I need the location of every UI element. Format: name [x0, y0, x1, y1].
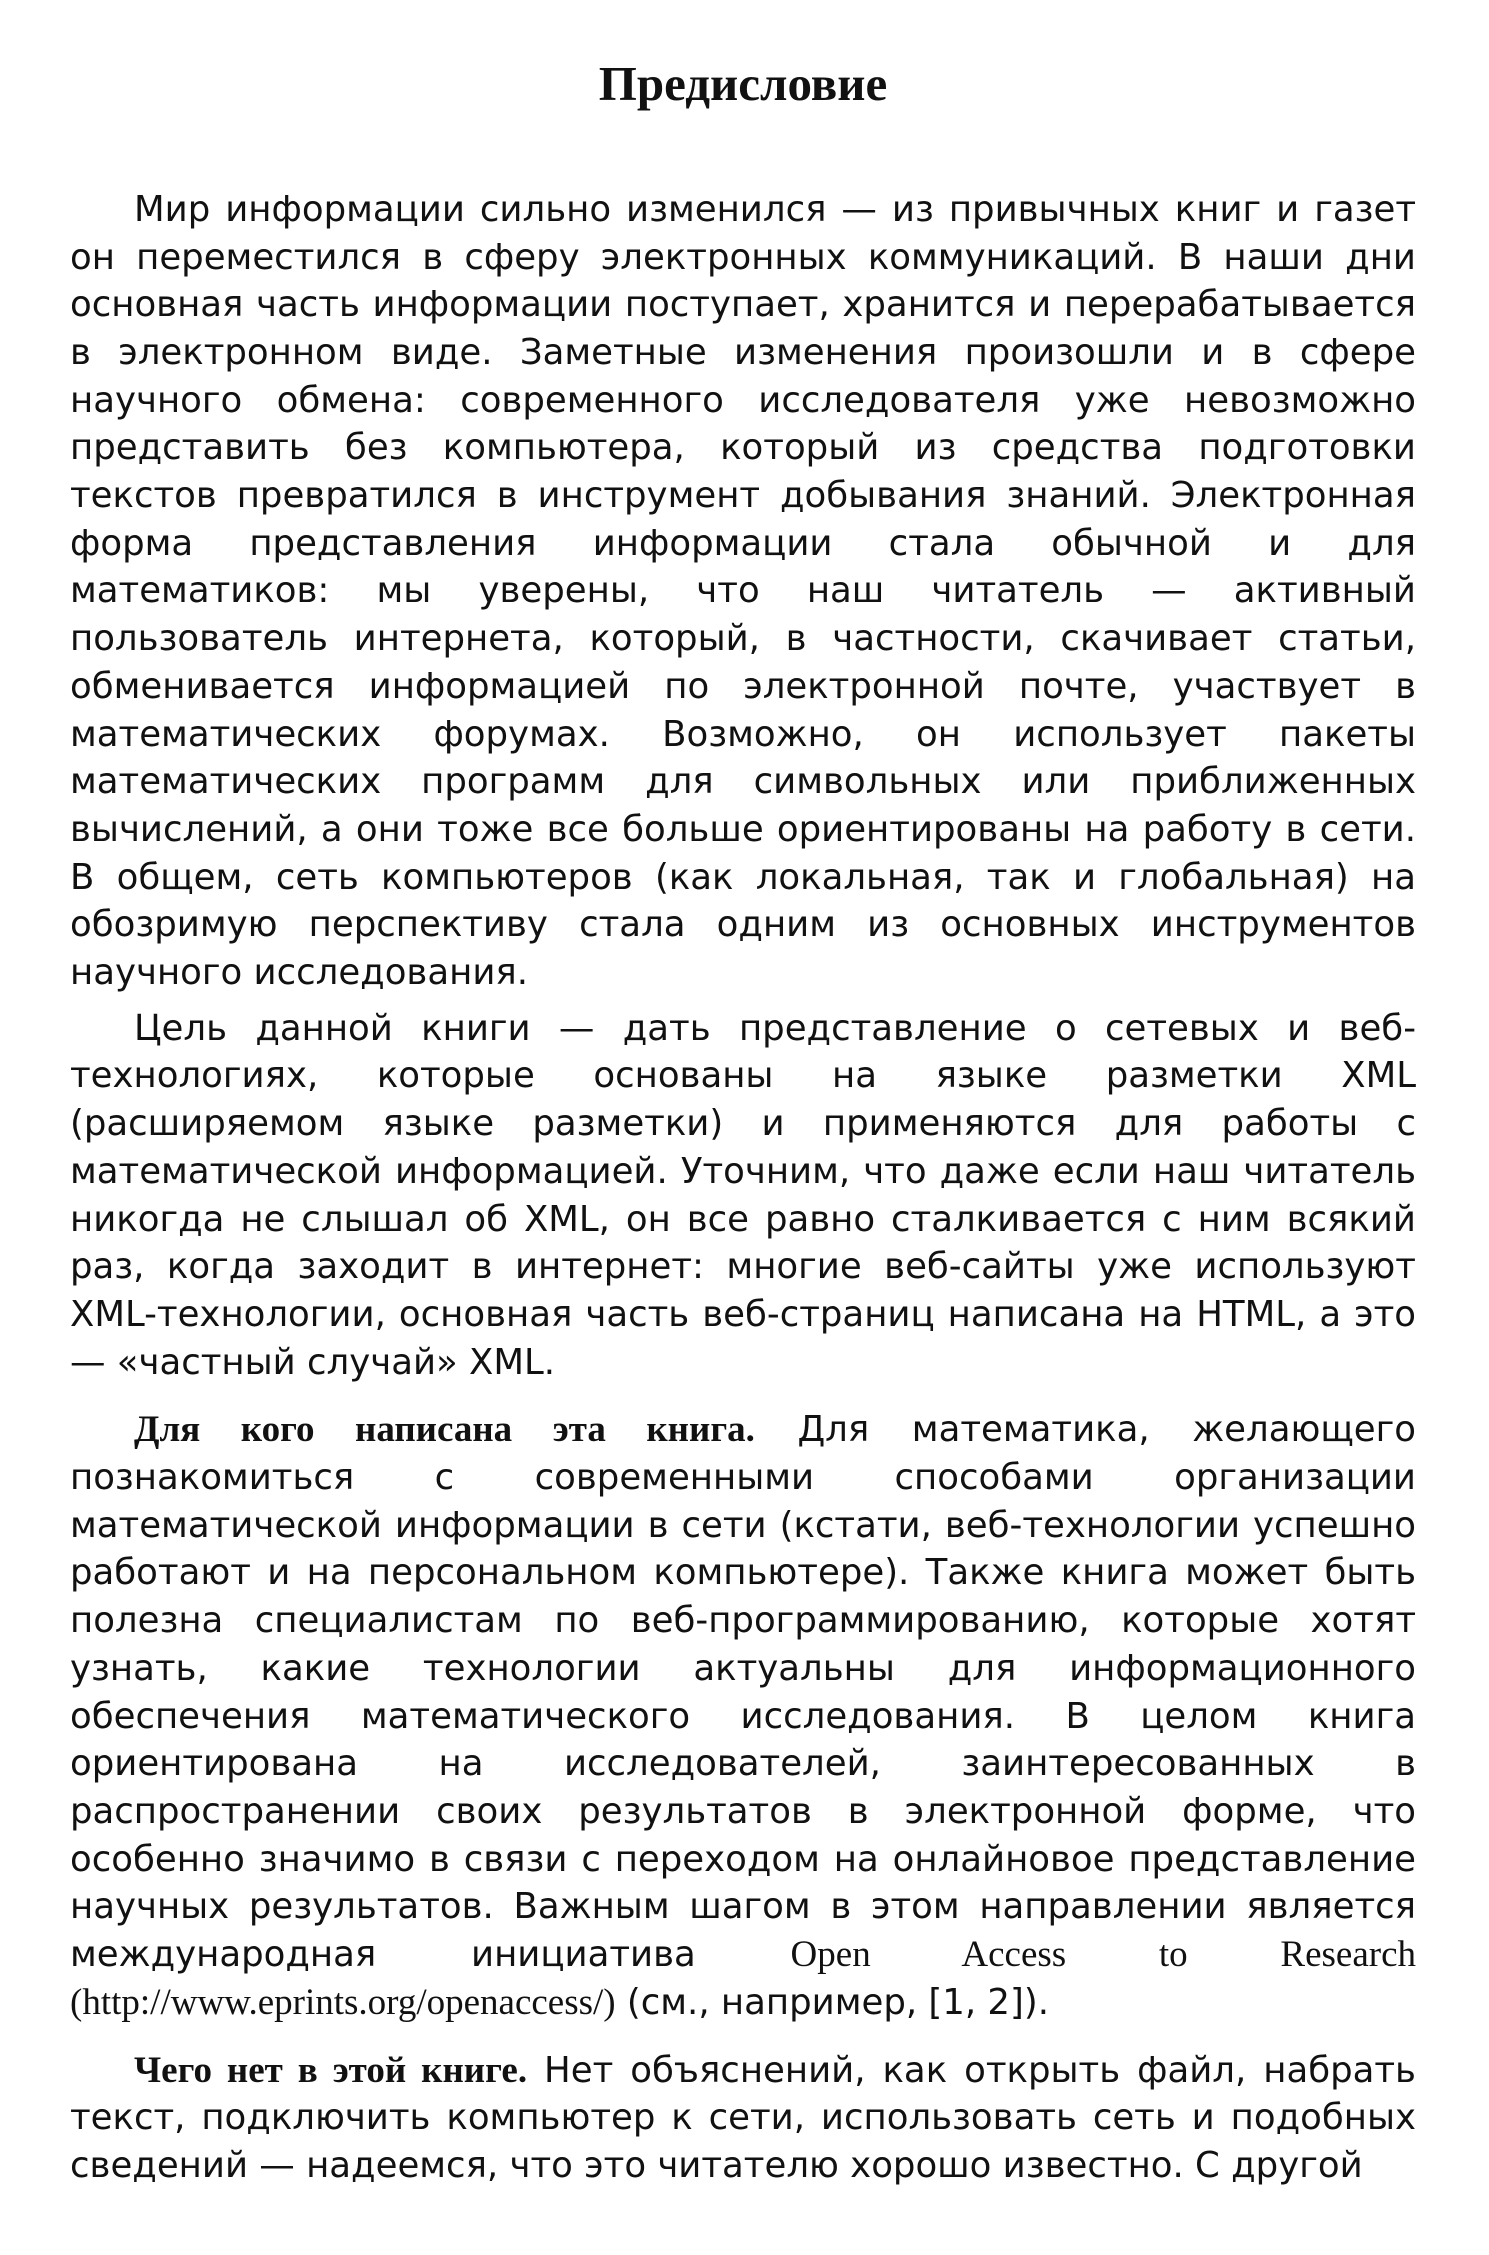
paragraph-book-goal	[70, 1005, 1416, 1387]
paragraph-not-included	[70, 2047, 1416, 2190]
paragraph-text-end: (см., например, [1, 2]).	[615, 1981, 1049, 2023]
paragraph-text: Нет объяснений, как открыть файл, набрать текст, подключить компьютер к сети, использовать сеть и подобных сведений — надеемся, что это читателю хорошо известно. С другой	[70, 2049, 1416, 2186]
page-title: Предисловие	[598, 56, 888, 111]
paragraph-intro	[70, 186, 1416, 997]
paragraph-lead-heading: Чего нет в этой книге.	[134, 2049, 528, 2091]
paragraph-audience	[70, 1406, 1416, 2026]
book-page	[70, 55, 1416, 2198]
initiative-reference: Open Access to Research (http://www.eprints.org/openaccess/)	[70, 1934, 1416, 2023]
paragraph-text: Цель данной книги — дать представление о сетевых и веб-технологиях, которые основаны на языке разметки XML (расширяемом языке разметки) и применяются для работы с математической информацией. Уточним, что даже если наш читатель никогда не слышал об XML, он все равно сталкивается с ним всякий раз, когда заходит в интернет: многие веб-сайты уже используют XML-технологии, основная часть веб-страниц написана на HTML, а это — «частный случай» XML.	[70, 1007, 1416, 1383]
paragraph-text: Мир информации сильно изменился — из привычных книг и газет он переместился в сферу электронных коммуникаций. В наши дни основная часть информации поступает, хранится и перерабатывается в электронном виде. Заметные изменения произошли и в сфере научного обмена: современного исследователя уже невозможно представить без компьютера, который из средства подготовки текстов превратился в инструмент добывания знаний. Электронная форма представления информации стала обычной и для математиков: мы уверены, что наш читатель — активный пользователь интернета, который, в частности, скачивает статьи, обменивается информацией по электронной почте, участвует в математических форумах. Возможно, он использует пакеты математических программ для символьных или приближенных вычислений, а они тоже все больше ориентированы на работу в сети. В общем, сеть компьютеров (как локальная, так и глобальная) на обозримую перспективу стала одним из основных инструментов научного исследования.	[70, 188, 1416, 994]
paragraph-lead-heading: Для кого написана эта книга.	[134, 1409, 755, 1451]
paragraph-text: Для математика, желающего познакомиться с современными способами организации математической информации в сети (кстати, веб-технологии успешно работают и на персональном компьютере). Также книга может быть полезна специалистам по веб-программированию, которые хотят узнать, какие технологии актуальны для информационного обеспечения математического исследования. В целом книга ориентирована на исследователей, заинтересованных в распространении своих результатов в электронной форме, что особенно значимо в связи с переходом на онлайновое представление научных результатов. Важным шагом в этом направлении является международная инициатива	[70, 1409, 1416, 1976]
